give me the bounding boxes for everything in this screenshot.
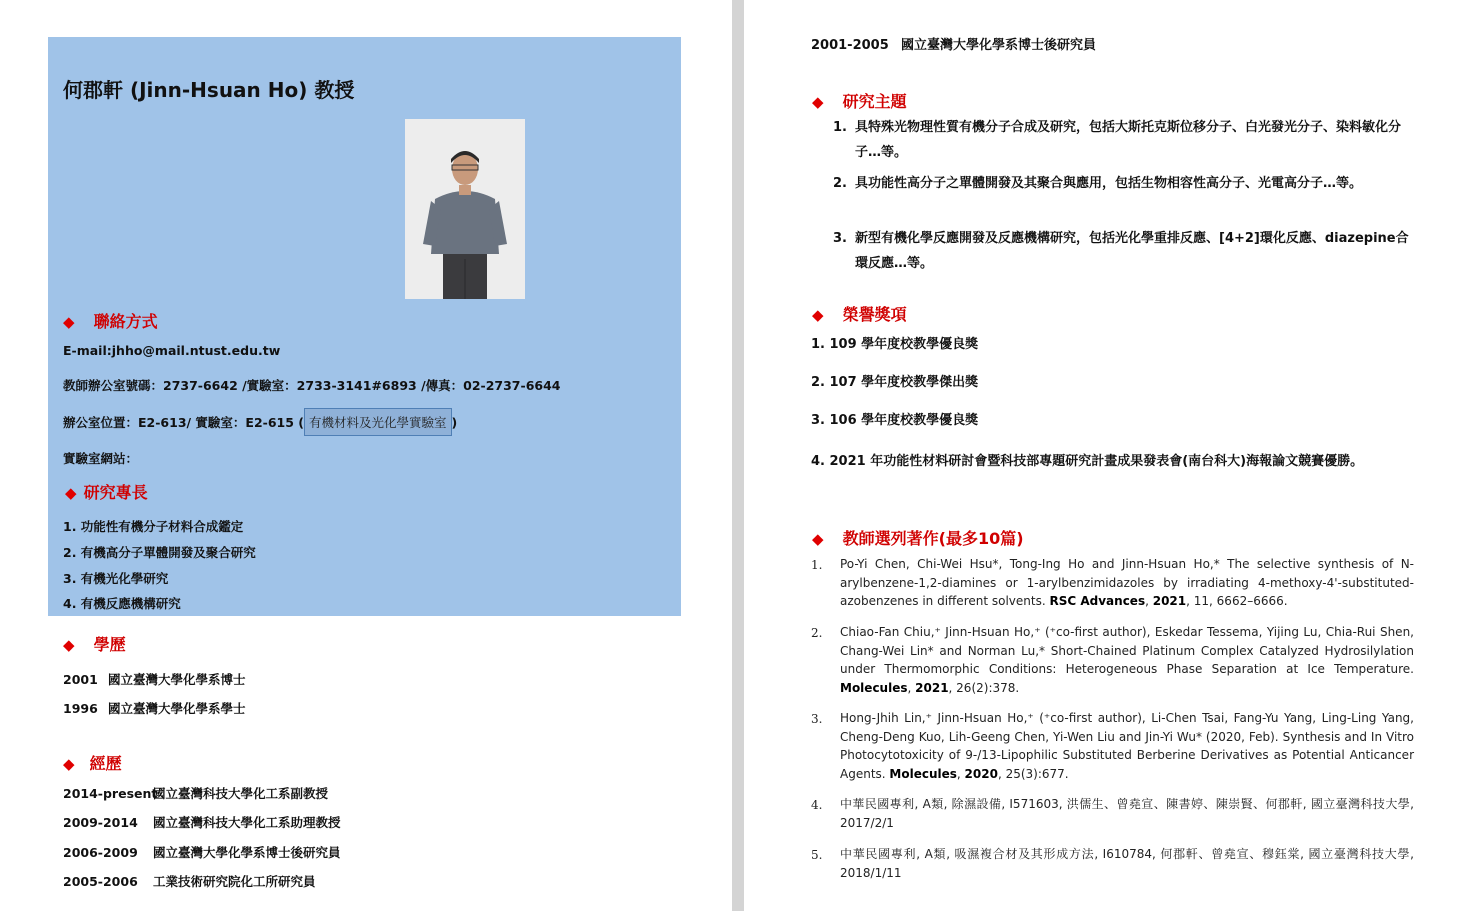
experience-entry <box>63 813 341 831</box>
publication-item: 中華民國專利, A類, 吸濕複合材及其形成方法, I610784, 何郡軒、曾堯宣、穆鈺棠, 國立臺灣科技大學, 2018/1/11 <box>840 847 1414 880</box>
research-item: 新型有機化學反應開發及反應機構研究，包括光化學重排反應、[4+2]環化反應、diazepine合環反應…等。 <box>855 231 1409 271</box>
expertise-item: 4. 有機反應機構研究 <box>63 596 181 611</box>
research-item: 具功能性高分子之單體開發及其聚合與應用，包括生物相容性高分子、光電高分子…等。 <box>855 176 1363 191</box>
education-entry <box>63 670 246 688</box>
expertise-title: 研究專長 <box>83 483 148 502</box>
research-heading <box>812 89 907 112</box>
experience-title: 經歷 <box>89 754 122 773</box>
experience-year: 2001-2005 <box>811 38 889 53</box>
award-item: 4. 2021 年功能性材料研討會暨科技部專題研究計畫成果發表會(南台科大)海報論文競賽優勝。 <box>811 454 1364 469</box>
award-item: 1. 109 學年度校教學優良獎 <box>811 337 979 352</box>
awards-heading <box>812 302 907 325</box>
person-portrait-icon <box>405 119 525 299</box>
expertise-heading <box>65 480 148 503</box>
diamond-bullet-icon: ◆ <box>812 93 824 111</box>
experience-entry <box>63 784 328 802</box>
experience-desc: 國立臺灣大學化學系博士後研究員 <box>153 845 341 860</box>
research-num: 2. <box>833 176 847 191</box>
education-year: 1996 <box>63 701 98 716</box>
publication-item: Chiao-Fan Chiu,⁺ Jinn-Hsuan Ho,⁺ (⁺co-first author), Eskedar Tessema, Yijing Lu, Chia-Rui Shen, Chang-Wei Lin* and Norman Lu,* Short-Chained Platinum Complex Catalyzed Hydrosilylation under Thermomorphic Conditions: Heterogeneous Phase Separation at Ice Temperature. Molecules, 2021, 26(2):378. <box>840 625 1414 695</box>
lab-name-link[interactable]: 有機材料及光化學實驗室 <box>304 408 452 436</box>
profile-name: 何郡軒 (Jinn-Hsuan Ho) 教授 <box>63 78 355 102</box>
education-entry <box>63 699 246 717</box>
education-desc: 國立臺灣大學化學系學士 <box>108 701 246 716</box>
expertise-item: 1. 功能性有機分子材料合成鑑定 <box>63 519 244 534</box>
experience-entry <box>63 843 341 861</box>
research-item: 具特殊光物理性質有機分子合成及研究，包括大斯托克斯位移分子、白光發光分子、染料敏化分子…等。 <box>855 120 1402 160</box>
diamond-bullet-icon: ◆ <box>812 306 824 324</box>
experience-year: 2009-2014 <box>63 815 138 830</box>
publication-item: 中華民國專利, A類, 除濕設備, I571603, 洪儒生、曾堯宣、陳書婷、陳崇賢、何郡軒, 國立臺灣科技大學, 2017/2/1 <box>840 797 1414 830</box>
research-num: 1. <box>833 120 847 135</box>
expertise-item: 2. 有機高分子單體開發及聚合研究 <box>63 545 256 560</box>
contact-title: 聯絡方式 <box>93 312 158 331</box>
publication-num: 2. <box>811 626 823 640</box>
experience-year: 2005-2006 <box>63 874 138 889</box>
publications-title: 教師選列著作(最多10篇) <box>842 529 1024 548</box>
publication-num: 4. <box>811 798 823 812</box>
diamond-bullet-icon: ◆ <box>63 313 75 331</box>
expertise-item: 3. 有機光化學研究 <box>63 571 169 586</box>
diamond-bullet-icon: ◆ <box>65 484 77 502</box>
profile-photo <box>405 119 525 299</box>
contact-heading <box>63 309 158 332</box>
page-right <box>744 0 1473 911</box>
publication-num: 3. <box>811 712 823 726</box>
education-heading <box>63 632 126 655</box>
experience-desc: 工業技術研究院化工所研究員 <box>153 874 316 889</box>
experience-entry <box>63 872 316 890</box>
awards-title: 榮譽獎項 <box>842 305 907 324</box>
page-left <box>0 0 732 911</box>
publication-item: Po-Yi Chen, Chi-Wei Hsu*, Tong-Ing Ho and Jinn-Hsuan Ho,* The selective synthesis of N-arylbenzene-1,2-diamines or 1-arylbenzimidazoles by irradiating 4-methoxy-4'-substituted-azobenzenes in different solvents. RSC Advances, 2021, 11, 6662–6666. <box>840 557 1414 608</box>
research-title: 研究主題 <box>842 92 907 111</box>
lab-website-label: 實驗室網站： <box>63 451 139 466</box>
phone-numbers: 教師辦公室號碼：2737-6642 /實驗室：2733-3141#6893 /傳真：02-2737-6644 <box>63 378 561 393</box>
education-desc: 國立臺灣大學化學系博士 <box>108 672 246 687</box>
location-suffix: ) <box>451 415 458 430</box>
research-num: 3. <box>833 231 847 246</box>
publication-item: Hong-Jhih Lin,⁺ Jinn-Hsuan Ho,⁺ (⁺co-first author), Li-Chen Tsai, Fang-Yu Yang, Ling-Ling Yang, Cheng-Deng Kuo, Lih-Geeng Chen, Yi-Wen Liu and Jin-Yi Wu* (2020, Feb). Synthesis and In Vitro Photocytotoxicity of 9-/13-Lipophilic Substituted Berberine Derivatives as Potential Anticancer Agents. Molecules, 2020, 25(3):677. <box>840 711 1414 781</box>
page-divider <box>732 0 744 911</box>
office-location <box>63 408 457 436</box>
email: E-mail:jhho@mail.ntust.edu.tw <box>63 343 281 358</box>
diamond-bullet-icon: ◆ <box>812 530 824 548</box>
education-title: 學歷 <box>93 635 126 654</box>
experience-year: 2006-2009 <box>63 845 138 860</box>
experience-year: 2014-present <box>63 786 158 801</box>
experience-heading <box>63 751 122 774</box>
experience-entry <box>811 34 1096 53</box>
publication-num: 1. <box>811 558 823 572</box>
education-year: 2001 <box>63 672 98 687</box>
publications-heading <box>812 526 1024 549</box>
publication-num: 5. <box>811 848 823 862</box>
experience-desc: 國立臺灣大學化學系博士後研究員 <box>901 38 1097 53</box>
experience-desc: 國立臺灣科技大學化工系副教授 <box>153 786 329 801</box>
award-item: 2. 107 學年度校教學傑出獎 <box>811 375 979 390</box>
location-text: 辦公室位置：E2-613/ 實驗室：E2-615 ( <box>63 415 305 430</box>
diamond-bullet-icon: ◆ <box>63 755 75 773</box>
experience-desc: 國立臺灣科技大學化工系助理教授 <box>153 815 341 830</box>
diamond-bullet-icon: ◆ <box>63 636 75 654</box>
award-item: 3. 106 學年度校教學優良獎 <box>811 413 979 428</box>
